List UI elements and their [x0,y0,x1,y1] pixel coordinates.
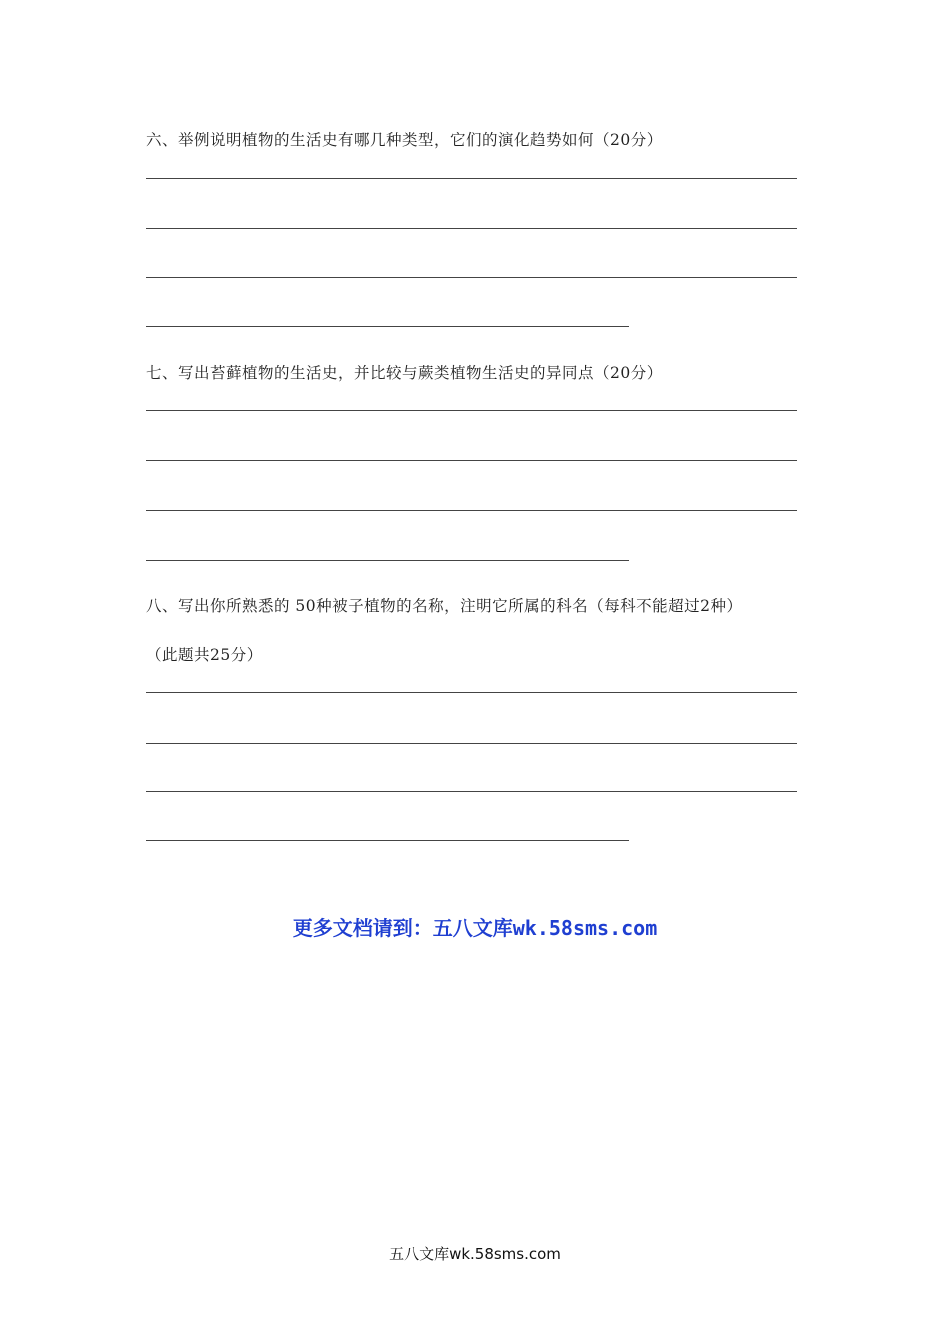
answer-line [146,692,797,693]
answer-line [146,178,797,179]
question-8-title: 八、写出你所熟悉的 50种被子植物的名称，注明它所属的科名（每科不能超过2种） [146,597,743,615]
answer-line [146,791,797,792]
answer-line [146,510,797,511]
answer-line [146,743,797,744]
answer-line [146,460,797,461]
answer-line [146,560,629,561]
answer-line [146,410,797,411]
page-footer: 五八文库wk.58sms.com [389,1245,561,1263]
question-6-title: 六、举例说明植物的生活史有哪几种类型，它们的演化趋势如何（20分） [146,131,663,149]
answer-line [146,277,797,278]
question-8-title-continued: （此题共25分） [146,646,263,664]
answer-line [146,228,797,229]
answer-line [146,840,629,841]
question-7-title: 七、写出苔藓植物的生活史，并比较与蕨类植物生活史的异同点（20分） [146,364,663,382]
answer-line [146,326,629,327]
promo-link[interactable]: 更多文档请到：五八文库wk.58sms.com [292,916,658,940]
